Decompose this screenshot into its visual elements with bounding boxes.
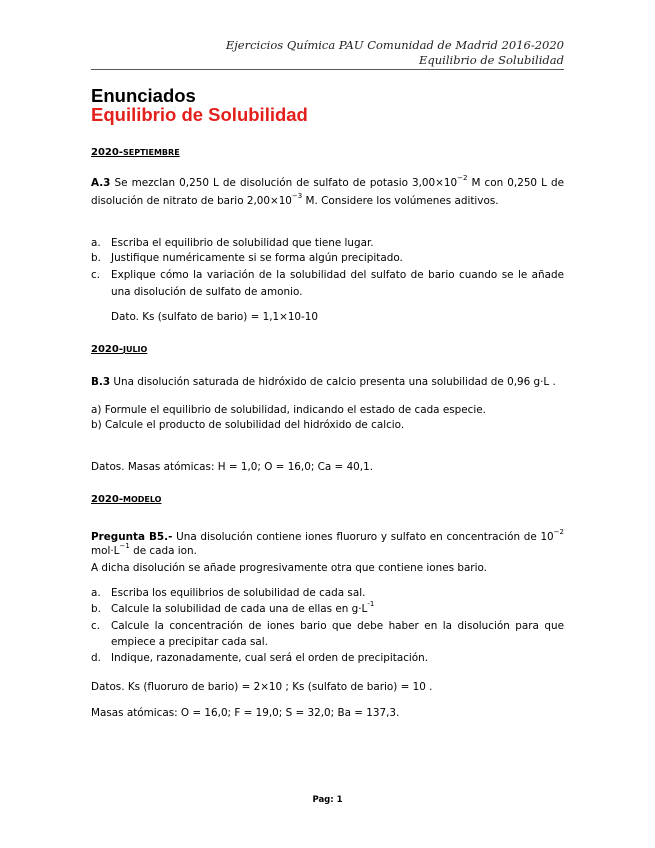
- datos-masas: Datos. Masas atómicas: H = 1,0; O = 16,0; Ca = 40,1.: [91, 461, 374, 473]
- list-item: c. Explique cómo la variación de la solubilidad del sulfato de bario cuando se le añade una disolución de sulfato de amonio.: [91, 269, 564, 298]
- datos-masas-atomicas: Masas atómicas: O = 16,0; F = 19,0; S = 32,0; Ba = 137,3.: [91, 707, 400, 719]
- list-item: d. Indique, razonadamente, cual será el orden de precipitación.: [91, 652, 429, 664]
- list-item: a. Escriba el equilibrio de solubilidad que tiene lugar.: [91, 237, 374, 249]
- question-label: A.3: [91, 177, 111, 189]
- section-heading-2020-septiembre: 2020-SEPTIEMBRE: [91, 147, 180, 158]
- list-item: b. Justifique numéricamente si se forma algún precipitado.: [91, 252, 403, 264]
- question-a3: A.3 Se mezclan 0,250 L de disolución de sulfato de potasio $3,00\times 10^{-2}$ M con 0,250 L de disolución de nitrato de bario $2,00\times 10^{-3}$ M. Considere los volúmenes aditivos.: [91, 174, 564, 207]
- section-heading-2020-modelo: 2020-MODELO: [91, 494, 162, 505]
- question-b5: Pregunta B5.- Una disolución contiene iones fluoruro y sulfato en concentración de $10^{-2}$ $mol\cdot L^{-1}$ de cada ion.: [91, 528, 564, 557]
- question-b3: B.3 Una disolución saturada de hidróxido de calcio presenta una solubilidad de 0,96 g·L .: [91, 376, 556, 388]
- list-item: c. Calcule la concentración de iones bario que debe haber en la disolución para que empiece a precipitar cada sal.: [91, 620, 564, 648]
- list-item: b) Calcule el producto de solubilidad del hidróxido de calcio.: [91, 419, 405, 431]
- page-number: Pag: 1: [312, 795, 343, 805]
- section-heading-2020-julio: 2020-JULIO: [91, 344, 148, 355]
- datos-ks: Datos. Ks (fluoruro de bario) = 2×10 ; Ks (sulfato de bario) = 10 .: [91, 681, 433, 693]
- header-divider: [91, 69, 564, 70]
- question-label: B.3: [91, 376, 111, 388]
- question-b5-line2: A dicha disolución se añade progresivamente otra que contiene iones bario.: [91, 562, 487, 574]
- list-item: b. Calcule la solubilidad de cada una de ellas en $g\cdot L^{-1}$: [91, 600, 375, 615]
- question-label: Pregunta B5.-: [91, 531, 173, 543]
- document-header-title: Ejercicios Química PAU Comunidad de Madrid 2016-2020: [225, 38, 564, 52]
- page-title: Enunciados: [91, 85, 196, 106]
- list-item: a. Escriba los equilibrios de solubilidad de cada sal.: [91, 587, 366, 599]
- list-item: a) Formule el equilibrio de solubilidad, indicando el estado de cada especie.: [91, 404, 486, 416]
- dato-ks: Dato. Ks (sulfato de bario) = 1,1×10-10: [111, 311, 319, 323]
- document-header-subtitle: Equilibrio de Solubilidad: [419, 53, 564, 67]
- page-subtitle: Equilibrio de Solubilidad: [91, 104, 308, 125]
